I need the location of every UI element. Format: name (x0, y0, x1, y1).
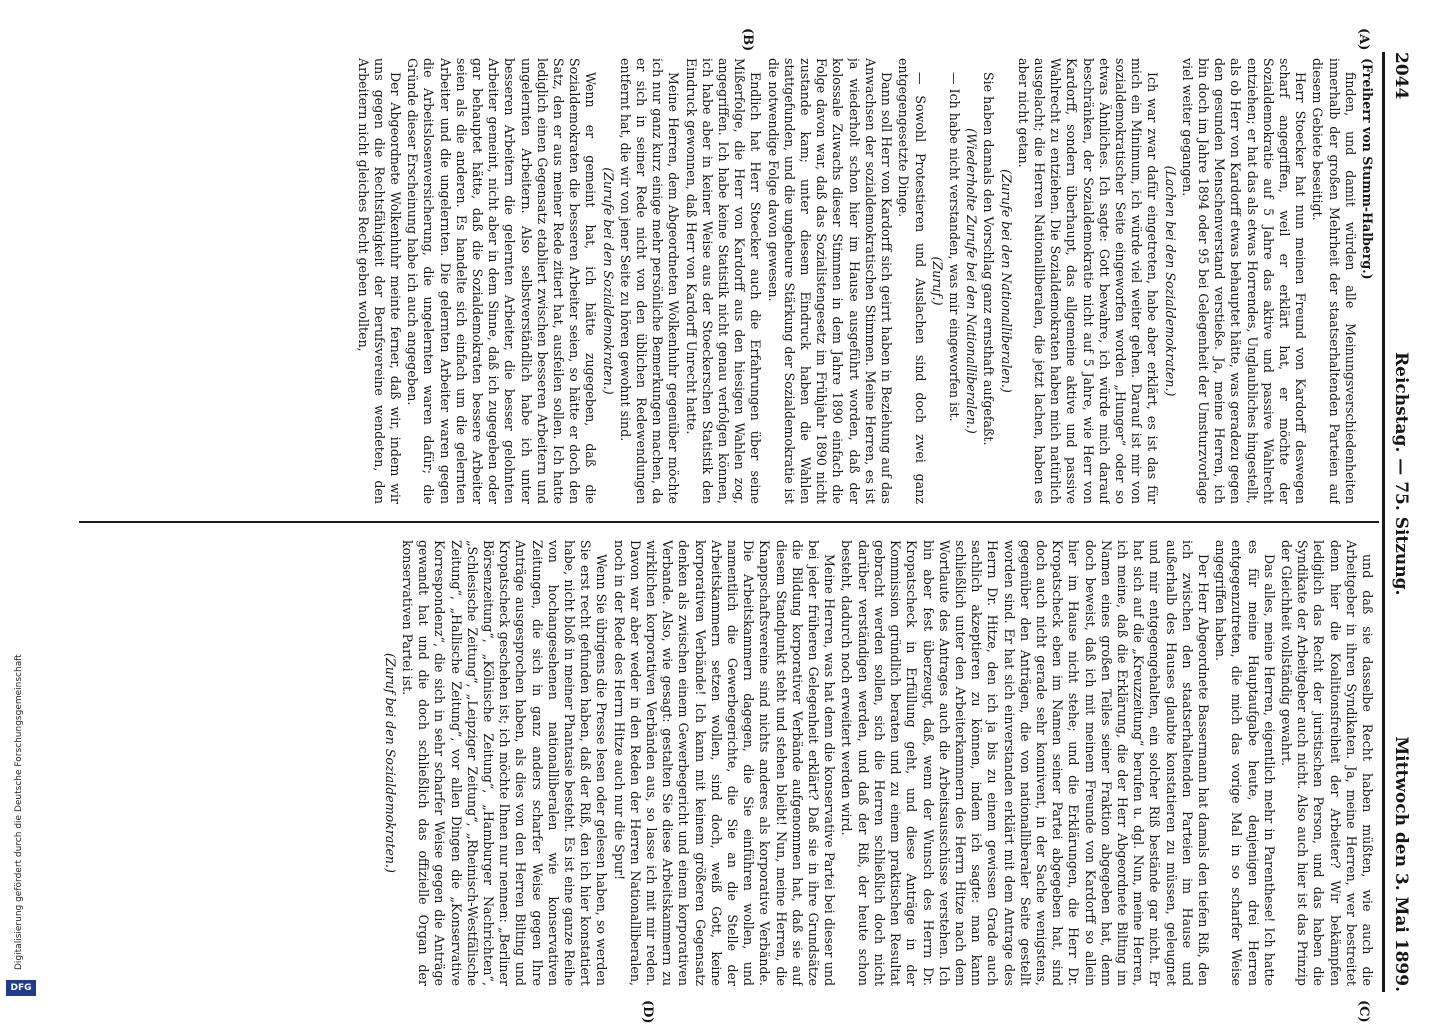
paragraph: Meine Herren, was hat denn die konservative Partei bei dieser und bei jeder früheren Gelegenheit erklärt? Daß sie in ihre Grundsätze die Bildung korporativer Verbände aufgenommen hat, daß sie auf diesem Standpunkt steht und stehen bleibt! Nun, meine Herren, die Knappschaftsvereine sind nichts anderes als korporative Verbände. Die Arbeitskammern dagegen, die Sie einführen wollen, und namentlich die Gewerbegerichte, die Sie an die Stelle der Arbeitskammern setzen wollen, sind doch, weiß Gott, keine korporativen Verbände! Ich kann mit keinem größeren Gegensatz denken als zwischen einem Gewerbegericht und einem korporativen Verbande. Also, wie gesagt: gestalten Sie diese Arbeitskammern zu wirklichen korporativen Verbänden aus, so lasse ich mit mir reden. Davon war aber weder in den Reden der Herren Nationalliberalen, noch in der Rede des Herrn Hitze auch nur die Spur! (611, 540, 838, 986)
paragraph: Dann soll Herr von Kardorff sich geirrt haben in Beziehung auf das Anwachsen der sozialdemokratischen Stimmen. Meine Herren, es ist ja wiederholt schon hier im Hause ausgeführt worden, daß der kolossale Zuwachs dieser Stimmen in dem Jahre 1890 einfach die Folge davon war, daß das Sozialistengesetz im Frühjahr 1890 nicht zustande kam; unter diesem Eindruck haben die Wahlen stattgefunden, und die ungeheure Stärkung der Sozialdemokratie ist die notwendige Folge davon gewesen. (765, 58, 895, 504)
margin-marker-c: (C) (1356, 1000, 1371, 1023)
paragraph: Wenn Sie übrigens die Presse lesen oder gelesen haben, so werden Sie erst recht gefunden haben, daß der Riß, den ich hier konstatiert habe, nicht bloß in meiner Phantasie besteht. Es ist eine ganze Reihe von hochangesehenen nationalliberalen wie konservativen Zeitungen, die sich in ganz anders scharfer Weise gegen Ihre Anträge ausgesprochen haben, als dies von den Herren Bilting und Kropatscheck geschehen ist; ich möchte Ihnen nur nennen: „Berliner Börsenzeitung“, „Kölnische Zeitung“, „Hamburger Nachrichten“, „Schlesische Zeitung“, „Leipziger Zeitung“, „Rheinisch-Westfälische Zeitung“, „Hallische Zeitung“, vor allen Dingen die „Konservative Korrespondenz“, die sich in sehr scharfer Weise gegen die Anträge gewandt hat und die doch schließlich das offizielle Organ der konservativen Partei ist. (400, 540, 610, 986)
margin-marker-a: (A) (1356, 28, 1371, 51)
paragraph: — Sowohl Protestieren und Auslachen sind doch zwei ganz entgegengesetzte Dinge. (896, 58, 928, 504)
stage-direction: (Zuruf bei den Sozialdemokraten.) (382, 653, 398, 873)
running-title: Reichstag. — 75. Sitzung. (1391, 352, 1411, 596)
paragraph: Ich war zwar dafür eingetreten, habe aber erklärt, es ist das für mich ein Minimum, ich würde viel weiter gehen. Darauf ist mir von sozialdemokratischer Seite eingeworfen worden „Hunger“ oder so etwas Ähnliches. Ich sagte: Gott bewahre, ich würde mich darauf beschränken, der Sozialdemokratie nicht auf 5 Jahre, wie Herr von Kardorff, sondern überhaupt, das allgemeine aktive und passive Wahlrecht zu entziehen. Die Sozialdemokraten haben mich natürlich ausgelacht; die Herren Nationalliberalen, die jetzt lachen, haben es aber nicht getan. (1015, 58, 1161, 504)
stage-direction: (Zurufe bei den Sozialdemokraten.) (600, 167, 616, 395)
paragraph: Sie haben damals den Vorschlag ganz ernsthaft aufgefaßt. (981, 72, 997, 446)
paragraph: Der Herr Abgeordnete Bassermann hat damals den tiefen Riß, den ich zwischen den staatserhaltenden Parteien im Hause und außerhalb des Hauses glaubte konstatieren zu müssen, geleugnet und mir entgegengehalten, ein solcher Riß bestände gar nicht. Er hat sich auf die „Kreuzzeitung“ berufen u. dgl. Nun, meine Herren, ich meine, daß die Erklärung, die der Herr Abgeordnete Bilting im Namen eines großen Teiles seiner Fraktion abgegeben hat, denn doch beweist, daß ich mit meinem Freunde von Kardorff so allein hier im Hause nicht stehe; und die Erklärungen, die Herr Dr. Kropatscheck eben im Namen seiner Partei abgegeben hat, sind doch auch nicht gerade sehr konnivent, in der Sache wenigstens, gegenüber den Anträgen, die von nationalliberaler Seite gestellt worden sind. Er hat sich einverstanden erklärt mit dem Antrage des Herrn Dr. Hitze, den ich ja bis zu einem gewissen Grade auch sachlich akzeptieren zu können, indem ich sagte: man kann schließlich unter den Arbeiterkammern des Herrn Hitze nach dem Wortlaute des Antrages auch die Arbeitsausschüsse verstehen. Ich bin aber fest überzeugt, daß, wenn der Wunsch des Herrn Dr. Kropatscheck in Erfüllung geht, und diese Anträge in der Kommission gründlich beraten und zu einem praktischen Resultat gebracht werden sollen, sich die Herren schließlich doch nicht darüber verständigen werden, und daß der Riß, der heute schon besteht, dadurch noch erweitert werden wird. (839, 540, 1211, 986)
session-date: Mittwoch den 3. Mai 1899. (1391, 736, 1411, 992)
paragraph: Endlich hat Herr Stoecker auch die Erfahrungen über seine Mißerfolge, die Herr von Kardorff aus den hiesigen Wahlen zog, angegriffen. Ich habe keine Statistik nicht genau verfolgen können, ich habe aber in keiner Weise aus der Stoeckerschen Statistik den Eindruck gewonnen, daß Herr von Kardorff Unrecht hatte. (683, 58, 764, 504)
header-rule (1382, 52, 1385, 992)
left-text-column (75, 58, 1375, 504)
paragraph: und daß sie dasselbe Recht haben müßten, wie auch die Arbeitgeber in ihren Syndikaten. Ja, meine Herren, wer bestreitet denn hier die Koalitionsfreiheit der Arbeiter? Wir bekämpfen lediglich das Recht der juristischen Person, und das haben die Syndikate der Arbeitgeber auch nicht. Also auch hier ist das Prinzip der Gleichheit vollständig gewahrt. (1278, 540, 1375, 986)
paragraph: Der Abgeordnete Wolkenhuhr meinte ferner, daß wir, indem wir uns gegen die Rechtsfähigkeit der Berufsvereine wendeten, den Arbeitern nicht gleiches Recht geben wollten, (355, 58, 404, 504)
margin-marker-b: (B) (740, 28, 755, 52)
paragraph: — Ich habe nicht verstanden, was mir eingeworfen ist. (946, 72, 962, 422)
page-number: 2044 (1391, 52, 1411, 100)
dfg-logo: DFG (6, 980, 36, 996)
column-divider (79, 521, 1379, 523)
paragraph: Wenn er gemeint hat, ich hätte zugegeben, daß die Sozialdemokraten die besseren Arbeiter seien, so hätte er doch den Satz, den er aus meiner Rede zitiert hat, ausfeilen sollen. Ich hatte lediglich einen Gegensatz etabliert zwischen besseren Arbeitern und ungelernten Arbeitern. Also selbstverständlich habe ich unter besseren Arbeitern die gelernten Arbeiter, die besser gelohnten Arbeiter gemeint, nicht aber in dem Sinne, daß ich zugegeben oder gar behauptet hätte, daß die Sozialdemokraten bessere Arbeiter seien als die anderen. Es handelte sich einfach um die gelernten Arbeiter und die ungelernten. Die gelernten Arbeiter waren gegen die Arbeitslosenversicherung, die ungelernten waren dafür; die Gründe dieser Erscheinung habe ich auch angegeben. (405, 58, 599, 504)
stage-direction: (Zuruf.) (929, 256, 945, 306)
right-text-column (75, 540, 1375, 986)
rotated-sheet (55, 28, 1415, 1024)
paragraph: Meine Herren, dem Abgeordneten Wolkenhuhr gegenüber möchte ich nur ganz kurz einige mehr persönliche Bemerkungen machen, da er sich in seiner Rede nicht von den üblichen Redewendungen entfernt hat, die wir von jener Seite zu hören gewohnt sind. (617, 58, 682, 504)
speaker-line: (Freiherr von Stumm-Halberg.) (1360, 58, 1375, 280)
paragraph: finden, und damit würden alle Meinungsverschiedenheiten innerhalb der großen Mehrheit der staatserhaltenden Parteien auf diesem Gebiete beseitigt. (1310, 58, 1358, 504)
digitization-credit: Digitalisierung gefördert durch die Deutsche Forschungsgemeinschaft (14, 654, 24, 970)
paragraph: Das alles, meine Herren, eigentlich mehr in Parenthese! Ich hatte es für meine Hauptaufgabe heute, denjenigen drei Herren entgegenzutreten, die mich das vorige Mal in so scharfer Weise angegriffen haben. (1213, 540, 1277, 986)
stage-direction: (Lachen bei den Sozialdemokraten.) (1162, 165, 1178, 397)
paragraph: Herr Stoecker hat nun meinen Freund von Kardorff deswegen scharf angegriffen, weil er erklärt hat, er möchte der Sozialdemokratie auf 5 Jahre das aktive und passive Wahlrecht entziehen; er hat das als etwas Horrendes, Unglaubliches hingestellt, als ob Herr von Kardorff etwas behauptet hätte, was geradezu gegen den gesunden Menschenverstand verstieße. Ja, meine Herren, ich bin doch im Jahre 1894 oder 95 bei Gelegenheit der Umsturzvorlage viel weiter gegangen. (1179, 58, 1309, 504)
stage-direction: (Zurufe bei den Nationalliberalen.) (998, 169, 1014, 393)
margin-marker-d: (D) (640, 1000, 655, 1024)
stage-direction: (Wiederholte Zurufe bei den Nationalliberalen.) (964, 128, 980, 434)
page-header (1385, 52, 1415, 992)
